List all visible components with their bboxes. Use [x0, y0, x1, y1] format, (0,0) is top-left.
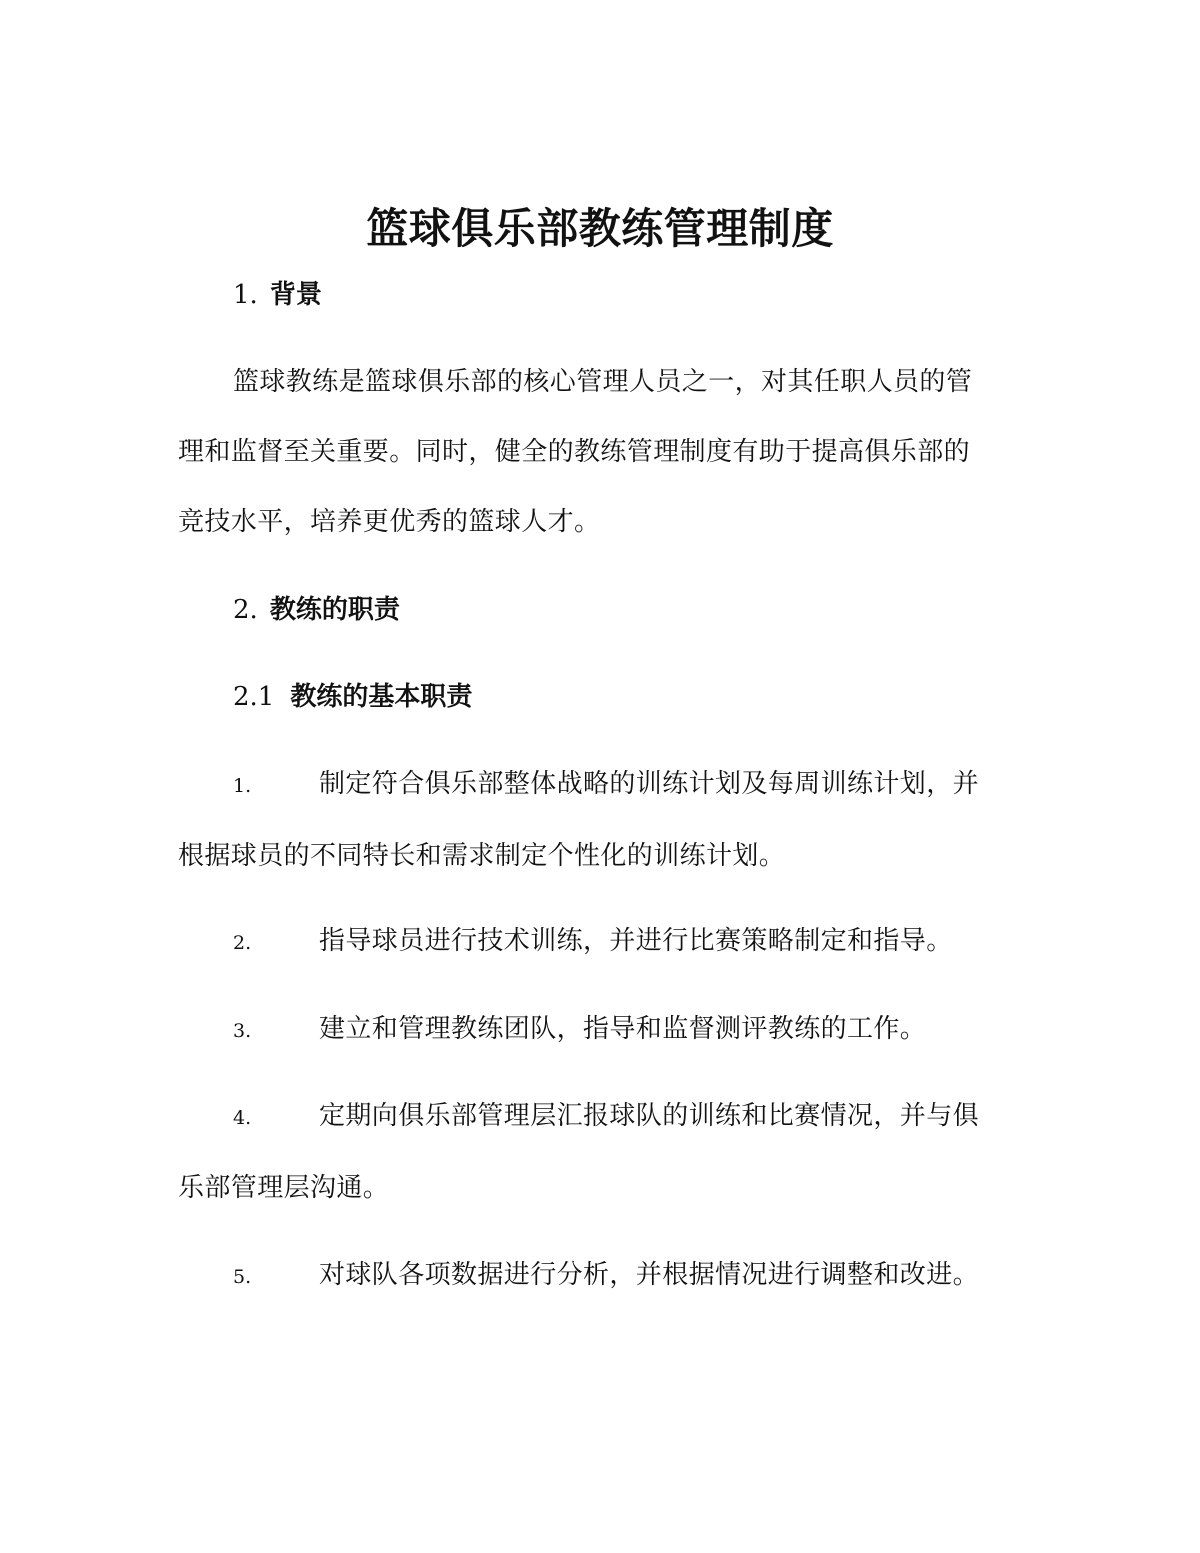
paragraph-line: 理和监督至关重要。同时，健全的教练管理制度有助于提高俱乐部的 [178, 437, 971, 467]
document-title: 篮球俱乐部教练管理制度 [366, 204, 834, 253]
section-title: 教练的基本职责 [290, 682, 473, 712]
section-number: 2.1 [233, 682, 275, 712]
section-number: 2. [233, 595, 258, 625]
section-heading-1 [233, 275, 322, 315]
list-item-line: 指导球员进行技术训练，并进行比赛策略制定和指导。 [319, 926, 953, 956]
paragraph-line: 竞技水平，培养更优秀的篮球人才。 [178, 507, 601, 537]
section-heading-2-1 [233, 677, 472, 717]
list-item-line: 对球队各项数据进行分析，并根据情况进行调整和改进。 [319, 1260, 980, 1290]
paragraph-line: 篮球教练是篮球俱乐部的核心管理人员之一，对其任职人员的管 [233, 367, 973, 397]
list-item-line: 根据球员的不同特长和需求制定个性化的训练计划。 [178, 841, 786, 871]
list-item-line: 建立和管理教练团队，指导和监督测评教练的工作。 [319, 1014, 927, 1044]
list-item-number: 2. [233, 932, 252, 954]
section-number: 1. [233, 280, 258, 310]
section-title: 教练的职责 [269, 595, 400, 625]
list-item-number: 1. [233, 775, 252, 797]
section-heading-2 [233, 590, 400, 630]
list-item-line: 定期向俱乐部管理层汇报球队的训练和比赛情况，并与俱 [319, 1101, 980, 1131]
section-title: 背景 [269, 280, 322, 310]
list-item-line: 制定符合俱乐部整体战略的训练计划及每周训练计划，并 [319, 769, 980, 799]
list-item-line: 乐部管理层沟通。 [178, 1173, 390, 1203]
list-item-number: 3. [233, 1020, 252, 1042]
list-item-number: 4. [233, 1107, 252, 1129]
list-item-number: 5. [233, 1266, 252, 1288]
